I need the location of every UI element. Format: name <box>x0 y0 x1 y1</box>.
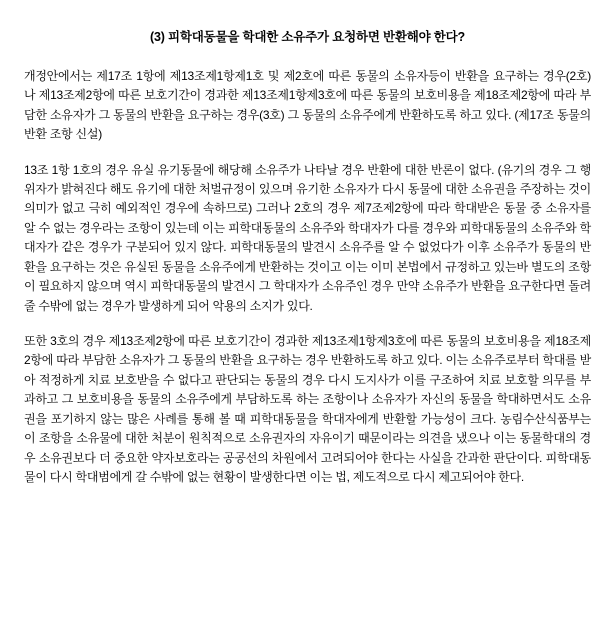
body-paragraph-2: 13조 1항 1호의 경우 유실 유기동물에 해당해 소유주가 나타날 경우 반환에 대한 반론이 없다. (유기의 경우 그 행위자가 밝혀진다 해도 유기에 대한 처벌규정이 있으며 유기한 소유자가 다시 동물에 대한 소유권을 주장하는 것이 의미가 없고 극히 예외적인 경우에 속하므로) 그러나 2호의 경우 제7조제2항에 따라 학대받은 동물 중 소유자를 알 수 없는 경우라는 조항이 있는데 이는 피학대동물의 소유주와 학대자가 다를 경우와 피학대동물의 소유주와 학대자가 같은 경우가 구분되어 있지 않다. 피학대동물의 발견시 소유주를 알 수 없었다가 이후 소유주가 동물의 반환을 요구하는 것은 유실된 동물을 소유주에게 반환하는 것이고 이는 이미 본법에서 규정하고 있는바 별도의 조항이 필요하지 않으며 역시 피학대동물의 발견시 그 학대자가 소유주인 경우 만약 소유주가 반환을 요구한다면 돌려줄 수밖에 없는 경우가 발생하게 되어 악용의 소지가 있다. <box>24 162 591 313</box>
page-title: (3) 피학대동물을 학대한 소유주가 요청하면 반환해야 한다? <box>150 30 465 44</box>
body-paragraph-3: 또한 3호의 경우 제13조제2항에 따른 보호기간이 경과한 제13조제1항제3호에 따른 동물의 보호비용을 제18조제2항에 따라 부담한 소유자가 그 동물의 반환을 요구하는 경우 반환하도록 하고 있다. 이는 소유주로부터 학대를 받아 적정하게 치료 보호받을 수 없다고 판단되는 동물의 경우 다시 도지사가 이를 구조하여 치료 보호할 의무를 부과하고 그 보호비용을 동물의 소유주에게 부담하도록 하는 조항이나 소유자가 자신의 동물을 학대하면서도 소유권을 포기하지 않는 많은 사례를 통해 볼 때 피학대동물을 학대자에게 반환할 가능성이 크다. 농림수산식품부는 이 조항을 소유물에 대한 처분이 원칙적으로 소유권자의 자유이기 때문이라는 의견을 냈으나 이는 동물학대의 경우 소유권보다 더 중요한 약자보호라는 공공선의 차원에서 고려되어야 한다는 사실을 간과한 판단이다. 피학대동물이 다시 학대범에게 갈 수밖에 없는 현황이 발생한다면 이는 법, 제도적으로 다시 제고되어야 한다. <box>24 334 591 485</box>
body-paragraph-1: 개정안에서는 제17조 1항에 제13조제1항제1호 및 제2호에 따른 동물의 소유자등이 반환을 요구하는 경우(2호) 나 제13조제2항에 따른 보호기간이 경과한 제13조제1항제3호에 따른 동물의 보호비용을 제18조제2항에 따라 부담한 소유자가 그 동물의 반환을 요구하는 경우(3호) 그 동물의 소유주에게 반환하도록 하고 있다. (제17조 동물의 반환 조항 신설) <box>24 68 591 142</box>
